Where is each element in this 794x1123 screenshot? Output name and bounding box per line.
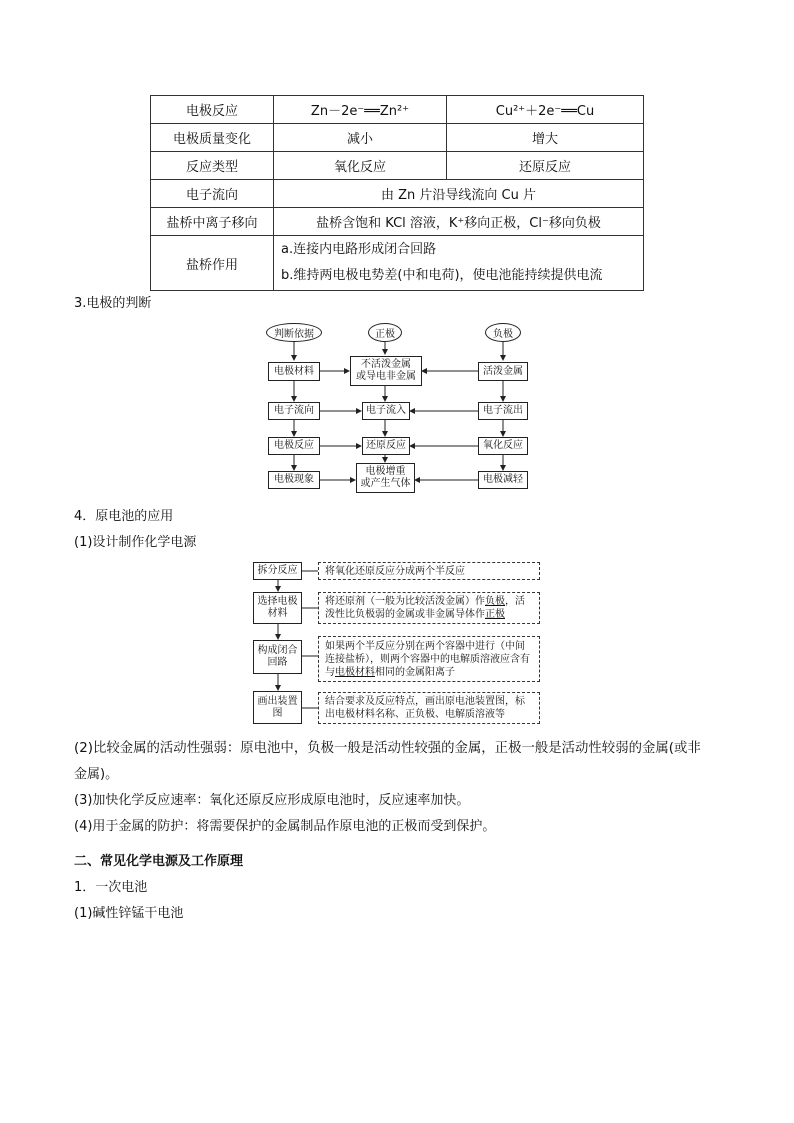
desc-text: ，活泼性比负极弱的金属或非金属导体作 [325, 596, 525, 620]
list-item: (3)加快化学反应速率：氧化还原反应形成原电池时，反应速率加快。 [74, 793, 470, 808]
list-item-continued: 金属)。 [74, 767, 119, 782]
table-cell-label: 电子流向 [151, 180, 274, 208]
table-cell: 减小 [274, 124, 447, 152]
step-box: 构成闭合 回路 [253, 640, 302, 674]
diagram-arrows [0, 0, 794, 500]
table-cell: Cu²⁺＋2e⁻══Cu [447, 96, 644, 124]
desc-text: 相同的金属阳离子 [375, 666, 455, 678]
list-item: (4)用于金属的防护：将需要保护的金属制品作原电池的正极而受到保护。 [74, 819, 496, 834]
desc-text: 将还原剂（一般为比较活泼金属）作 [325, 596, 485, 607]
desc-text: 如果两个半反应分别在两个容器中进行（中间连接盐桥），则两个容器中的电解质溶液应含有与 [325, 640, 530, 678]
diagram-box: 不活泼金属 或导电非金属 [350, 356, 422, 386]
header-positive: 正极 [368, 323, 402, 342]
section-heading: 4．原电池的应用 [74, 509, 174, 524]
diagram-box: 电子流出 [478, 402, 528, 420]
diagram-box: 电极反应 [268, 437, 320, 455]
diagram-box: 活泼金属 [478, 362, 528, 381]
diagram-box: 电极增重 或产生气体 [356, 463, 415, 493]
table-cell-label: 盐桥中离子移向 [151, 208, 274, 236]
table-cell: 氧化反应 [274, 152, 447, 180]
header-negative: 负极 [485, 323, 521, 342]
step-description [318, 636, 540, 682]
diagram-box: 电极材料 [268, 362, 320, 381]
list-item: (2)比较金属的活动性强弱：原电池中，负极一般是活动性较强的金属，正极一般是活动性较弱的金属(或非 [74, 741, 701, 756]
diagram-box: 电子流入 [362, 402, 410, 420]
step-box: 选择电极 材料 [253, 592, 302, 624]
table-cell: 由 Zn 片沿导线流向 Cu 片 [274, 180, 644, 208]
sub-heading: 1．一次电池 [74, 880, 148, 895]
desc-underline: 正极 [485, 609, 505, 620]
section-heading: 3.电极的判断 [74, 296, 152, 311]
desc-underline: 电极材料 [335, 666, 375, 678]
table-cell-label: 盐桥作用 [151, 236, 274, 291]
diagram-box: 电极减轻 [478, 471, 528, 489]
step-description: 将氧化还原反应分成两个半反应 [318, 562, 540, 580]
list-item: (1)设计制作化学电源 [74, 535, 197, 550]
diagram-box: 电子流向 [268, 402, 320, 420]
table-cell: 盐桥含饱和 KCl 溶液，K⁺移向正极，Cl⁻移向负极 [274, 208, 644, 236]
diagram-box: 氧化反应 [478, 437, 528, 455]
table-cell-label: 反应类型 [151, 152, 274, 180]
diagram-box: 电极现象 [268, 471, 320, 489]
desc-underline: 负极 [485, 596, 505, 607]
section-heading: 二、常见化学电源及工作原理 [74, 854, 244, 869]
table-cell: Zn－2e⁻══Zn²⁺ [274, 96, 447, 124]
diagram-box: 还原反应 [362, 437, 410, 455]
table-cell: 增大 [447, 124, 644, 152]
table-cell-label: 电极质量变化 [151, 124, 274, 152]
table-cell: 还原反应 [447, 152, 644, 180]
header-basis: 判断依据 [266, 323, 322, 342]
step-description [318, 592, 540, 624]
salt-bridge-role-b: b.维持两电极电势差(中和电荷)，使电池能持续提供电流 [281, 268, 603, 283]
salt-bridge-role-a: a.连接内电路形成闭合回路 [281, 242, 437, 257]
list-item: (1)碱性锌锰干电池 [74, 906, 184, 921]
step-description: 结合要求及反应特点，画出原电池装置图，标出电极材料名称、正负极、电解质溶液等 [318, 692, 540, 724]
step-box: 画出装置 图 [253, 691, 302, 724]
step-box: 拆分反应 [253, 562, 302, 580]
table-cell-label: 电极反应 [151, 96, 274, 124]
